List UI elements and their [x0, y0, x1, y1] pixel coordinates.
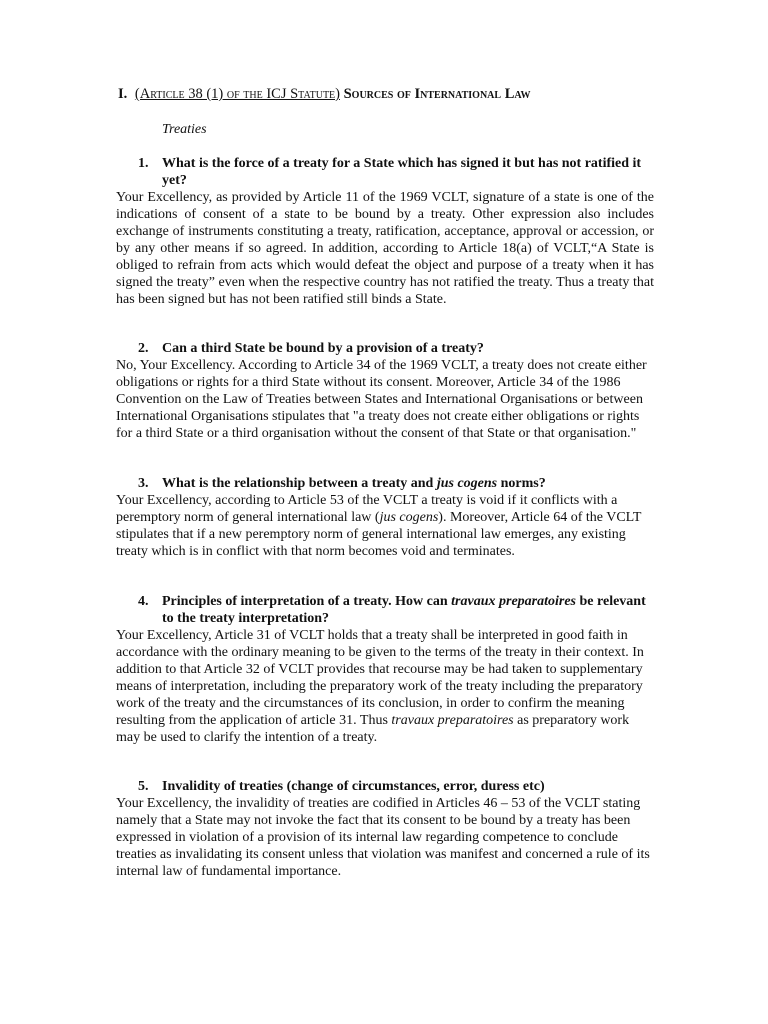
question-text-start: What is the relationship between a treaty and — [162, 476, 437, 491]
question-3 — [138, 475, 658, 492]
answer-5: Your Excellency, the invalidity of treaties are codified in Articles 46 – 53 of the VCLT stating namely that a State may not invoke the fact that its consent to be bound by a treaty has been expressed in violation of a provision of its internal law regarding competence to conclude treaties as invalidating its consent unless that violation was manifest and concerned a rule of its internal law of fundamental importance. — [116, 796, 650, 879]
answer-text-start: Your Excellency, according to Article 53 of the VCLT a treaty is void if it conflicts with a peremptory norm of general international law ( — [116, 493, 618, 525]
question-number: 1. — [138, 156, 149, 171]
section-number: I. — [118, 86, 128, 102]
answer-4 — [116, 627, 654, 746]
section-title: Sources of International Law — [343, 86, 531, 102]
question-text-end: norms? — [497, 476, 546, 491]
section-article-reference: (Article 38 (1) of the ICJ Statute) — [134, 86, 340, 102]
question-text: Invalidity of treaties (change of circumstances, error, duress etc) — [162, 779, 545, 794]
question-text-italic: jus cogens — [436, 476, 498, 491]
question-text: What is the force of a treaty for a State which has signed it but has not ratified it yet? — [162, 156, 642, 188]
question-1 — [138, 155, 658, 189]
question-number: 5. — [138, 779, 149, 794]
answer-text-end: as preparatory work may be used to clarify the intention of a treaty. — [116, 713, 630, 745]
answer-text-end: ). Moreover, Article 64 of the VCLT stipulates that if a new peremptory norm of general international law emerges, any existing treaty which is in conflict with that norm becomes void and terminates. — [116, 510, 642, 559]
question-number: 3. — [138, 476, 149, 491]
question-number: 2. — [138, 341, 149, 356]
answer-2: No, Your Excellency. According to Article 34 of the 1969 VCLT, a treaty does not create either obligations or rights for a third State without its consent. Moreover, Article 34 of the 1986 Convention on the Law of Treaties between States and International Organisations or between International Organisations stipulates that "a treaty does not create either obligations or rights for a third State or a third organisation without the consent of that State or that organisation." — [116, 358, 647, 441]
answer-3 — [116, 492, 654, 560]
question-text-start: Principles of interpretation of a treaty. How can — [162, 594, 452, 609]
question-text-end: be relevant to the treaty interpretation? — [162, 594, 646, 626]
section-heading — [118, 86, 530, 103]
subsection-title: Treaties — [162, 122, 207, 137]
question-4 — [138, 593, 658, 627]
answer-text-italic: travaux preparatoires — [391, 713, 514, 728]
question-text: Can a third State be bound by a provision of a treaty? — [162, 341, 484, 356]
question-2 — [138, 340, 658, 357]
answer-text-italic: jus cogens — [379, 510, 439, 525]
question-text — [162, 593, 658, 627]
question-5 — [138, 778, 658, 795]
question-text-italic: travaux preparatoires — [451, 594, 577, 609]
answer-1: Your Excellency, as provided by Article 11 of the 1969 VCLT, signature of a state is one of the indications of consent of a state to be bound by a treaty. Other expression also includes exchange of instruments constituting a treaty, ratification, acceptance, approval or accession, or by any other means if so agreed. In addition, according to Article 18(a) of VCLT,“A State is obliged to refrain from acts which would defeat the object and purpose of a treaty when it has signed the treaty” even when the respective country has not ratified the treaty. Thus a treaty that has been signed but has not been ratified still binds a State. — [116, 190, 654, 307]
question-number: 4. — [138, 594, 149, 609]
question-text — [162, 475, 658, 492]
answer-text-start: Your Excellency, Article 31 of VCLT holds that a treaty shall be interpreted in good faith in accordance with the ordinary meaning to be given to the terms of the treaty in their context. In addition to that Article 32 of VCLT provides that recourse may be had taken to supplementary means of interpretation, including the preparatory work of the treaty including the preparatory work of the treaty and the circumstances of its conclusion, in order to confirm the meaning resulting from the application of article 31. Thus — [116, 628, 644, 728]
